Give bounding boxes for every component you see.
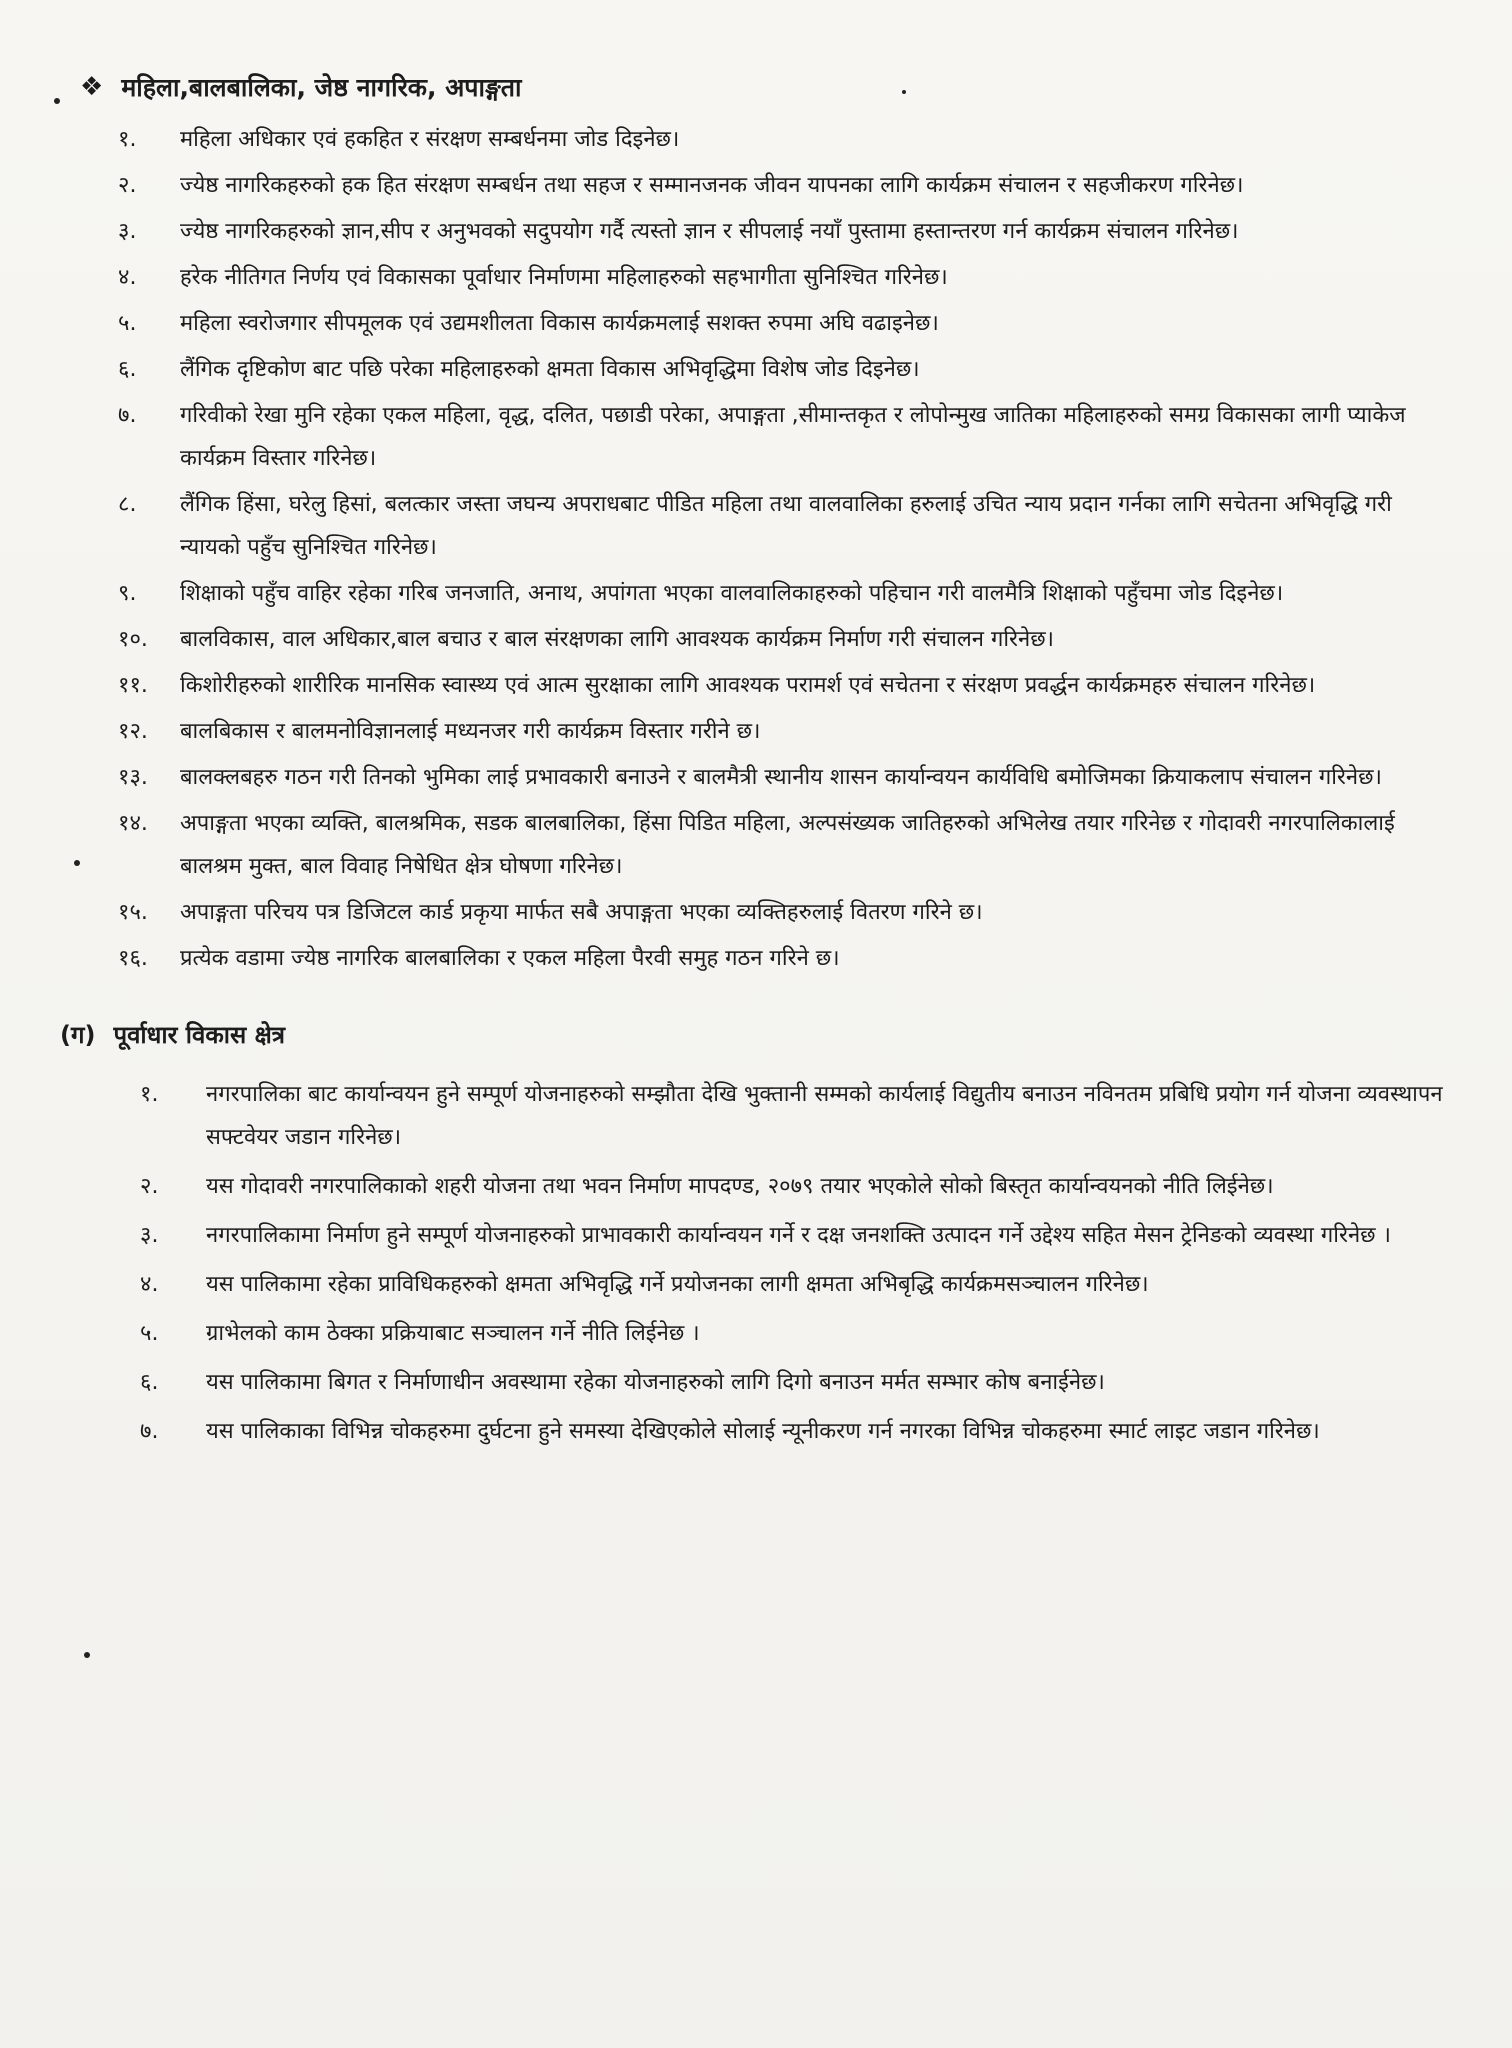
item-text: शिक्षाको पहुँच वाहिर रहेका गरिब जनजाति, अनाथ, अपांगता भएका वालवालिकाहरुको पहिचान गरी वालमैत्रि शिक्षाको पहुँचमा जोड दिइनेछ।: [180, 581, 1284, 606]
list-item: [60, 618, 1452, 661]
item-number: ४.: [140, 1272, 159, 1297]
item-number: १४.: [118, 811, 148, 836]
list-item: [60, 210, 1452, 253]
list-item: [60, 756, 1452, 799]
list-item: [60, 1312, 1452, 1355]
item-number: ३.: [140, 1223, 159, 1248]
list-item: [60, 483, 1452, 569]
item-text: लैंगिक हिंसा, घरेलु हिसां, बलत्कार जस्ता जघन्य अपराधबाट पीडित महिला तथा वालवालिका हरुलाई उचित न्याय प्रदान गर्नका लागि सचेतना अभिवृद्धि गरी न्यायको पहुँच सुनिश्चित गरिनेछ।: [180, 492, 1392, 560]
item-number: २.: [140, 1174, 159, 1199]
stray-dot: [74, 860, 80, 866]
item-text: महिला अधिकार एवं हकहित र संरक्षण सम्बर्धनमा जोड दिइनेछ।: [180, 127, 680, 152]
list-item: [60, 1410, 1452, 1453]
diamond-bullet-icon: ❖: [80, 72, 104, 102]
item-text: प्रत्येक वडामा ज्येष्ठ नागरिक बालबालिका र एकल महिला पैरवी समुह गठन गरिने छ।: [180, 946, 840, 971]
item-text: ज्येष्ठ नागरिकहरुको हक हित संरक्षण सम्बर्धन तथा सहज र सम्मानजनक जीवन यापनका लागि कार्यक्रम संचालन र सहजीकरण गरिनेछ।: [180, 173, 1244, 198]
list-item: [60, 710, 1452, 753]
section-a-heading: [60, 70, 1452, 104]
section-a-list: [60, 118, 1452, 980]
list-item: [60, 302, 1452, 345]
list-item: [60, 1214, 1452, 1257]
item-number: ८.: [118, 492, 137, 517]
section-a-title: महिला,बालबालिका, जेष्ठ नागरिक, अपाङ्गता: [121, 73, 522, 102]
stray-dot: [84, 1652, 90, 1658]
item-text: यस पालिकामा बिगत र निर्माणाधीन अवस्थामा रहेका योजनाहरुको लागि दिगो बनाउन मर्मत सम्भार कोष बनाईनेछ।: [206, 1370, 1105, 1395]
item-text: ग्राभेलको काम ठेक्का प्रक्रियाबाट सञ्चालन गर्ने नीति लिईनेछ ।: [206, 1321, 700, 1346]
section-b-marker: (ग): [60, 1021, 96, 1049]
section-b-title: पूर्वाधार विकास क्षेत्र: [113, 1021, 286, 1049]
item-text: यस पालिकामा रहेका प्राविधिकहरुको क्षमता अभिवृद्धि गर्ने प्रयोजनका लागी क्षमता अभिबृद्धि कार्यक्रमसञ्चालन गरिनेछ।: [206, 1272, 1149, 1297]
list-item: [60, 1165, 1452, 1208]
item-text: नगरपालिका बाट कार्यान्वयन हुने सम्पूर्ण योजनाहरुको सम्झौता देखि भुक्तानी सम्मको कार्यलाई विद्युतीय बनाउन नविनतम प्रबिधि प्रयोग गर्न योजना व्यवस्थापन सफ्टवेयर जडान गरिनेछ।: [206, 1082, 1443, 1150]
list-item: [60, 664, 1452, 707]
item-text: अपाङ्गता परिचय पत्र डिजिटल कार्ड प्रकृया मार्फत सबै अपाङ्गता भएका व्यक्तिहरुलाई वितरण गरिने छ।: [180, 900, 983, 925]
item-text: बालविकास, वाल अधिकार,बाल बचाउ र बाल संरक्षणका लागि आवश्यक कार्यक्रम निर्माण गरी संचालन गरिनेछ।: [180, 627, 1055, 652]
section-b-heading: [60, 1018, 1452, 1051]
list-item: [60, 572, 1452, 615]
item-text: अपाङ्गता भएका व्यक्ति, बालश्रमिक, सडक बालबालिका, हिंसा पिडित महिला, अल्पसंख्यक जातिहरुको अभिलेख तयार गरिनेछ र गोदावरी नगरपालिकालाई बालश्रम मुक्त, बाल विवाह निषेधित क्षेत्र घोषणा गरिनेछ।: [180, 811, 1395, 879]
item-number: ६.: [118, 357, 137, 382]
item-text: महिला स्वरोजगार सीपमूलक एवं उद्यमशीलता विकास कार्यक्रमलाई सशक्त रुपमा अघि वढाइनेछ।: [180, 311, 939, 336]
item-number: ५.: [140, 1321, 159, 1346]
list-item: [60, 118, 1452, 161]
item-number: ७.: [140, 1419, 159, 1444]
item-number: १२.: [118, 719, 148, 744]
item-number: ११.: [118, 673, 148, 698]
list-item: [60, 802, 1452, 888]
list-item: [60, 164, 1452, 207]
item-text: हरेक नीतिगत निर्णय एवं विकासका पूर्वाधार निर्माणमा महिलाहरुको सहभागीता सुनिश्चित गरिनेछ।: [180, 265, 948, 290]
item-text: किशोरीहरुको शारीरिक मानसिक स्वास्थ्य एवं आत्म सुरक्षाका लागि आवश्यक परामर्श एवं सचेतना र संरक्षण प्रवर्द्धन कार्यक्रमहरु संचालन गरिनेछ।: [180, 673, 1316, 698]
list-item: [60, 1263, 1452, 1306]
list-item: [60, 937, 1452, 980]
stray-dot: [902, 90, 906, 94]
item-number: ६.: [140, 1370, 159, 1395]
list-item: [60, 348, 1452, 391]
section-b-list: [60, 1073, 1452, 1453]
item-text: लैंगिक दृष्टिकोण बाट पछि परेका महिलाहरुको क्षमता विकास अभिवृद्धिमा विशेष जोड दिइनेछ।: [180, 357, 920, 382]
list-item: [60, 1361, 1452, 1404]
item-number: १०.: [118, 627, 148, 652]
item-number: ३.: [118, 219, 137, 244]
item-text: ज्येष्ठ नागरिकहरुको ज्ञान,सीप र अनुभवको सदुपयोग गर्दै त्यस्तो ज्ञान र सीपलाई नयाँ पुस्तामा हस्तान्तरण गर्न कार्यक्रम संचालन गरिनेछ।: [180, 219, 1239, 244]
item-number: १५.: [118, 900, 148, 925]
item-number: १३.: [118, 765, 148, 790]
item-text: यस पालिकाका विभिन्न चोकहरुमा दुर्घटना हुने समस्या देखिएकोले सोलाई न्यूनीकरण गर्न नगरका विभिन्न चोकहरुमा स्मार्ट लाइट जडान गरिनेछ।: [206, 1419, 1320, 1444]
list-item: [60, 394, 1452, 480]
item-number: १६.: [118, 946, 148, 971]
item-text: बालबिकास र बालमनोविज्ञानलाई मध्यनजर गरी कार्यक्रम विस्तार गरीने छ।: [180, 719, 761, 744]
stray-dot: [54, 98, 60, 104]
item-number: २.: [118, 173, 137, 198]
list-item: [60, 891, 1452, 934]
item-text: बालक्लबहरु गठन गरी तिनको भुमिका लाई प्रभावकारी बनाउने र बालमैत्री स्थानीय शासन कार्यान्वयन कार्यविधि बमोजिमका क्रियाकलाप संचालन गरिनेछ।: [180, 765, 1382, 790]
list-item: [60, 256, 1452, 299]
item-number: ५.: [118, 311, 137, 336]
item-number: १.: [140, 1082, 159, 1107]
item-text: यस गोदावरी नगरपालिकाको शहरी योजना तथा भवन निर्माण मापदण्ड, २०७९ तयार भएकोले सोको बिस्तृत कार्यान्वयनको नीति लिईनेछ।: [206, 1174, 1274, 1199]
item-number: १.: [118, 127, 137, 152]
list-item: [60, 1073, 1452, 1159]
item-text: नगरपालिकामा निर्माण हुने सम्पूर्ण योजनाहरुको प्राभावकारी कार्यान्वयन गर्ने र दक्ष जनशक्ति उत्पादन गर्ने उद्देश्य सहित मेसन ट्रेनिङको व्यवस्था गरिनेछ ।: [206, 1223, 1391, 1248]
item-text: गरिवीको रेखा मुनि रहेका एकल महिला, वृद्ध, दलित, पछाडी परेका, अपाङ्गता ,सीमान्तकृत र लोपोन्मुख जातिका महिलाहरुको समग्र विकासका लागी प्याकेज कार्यक्रम विस्तार गरिनेछ।: [180, 403, 1406, 471]
item-number: ९.: [118, 581, 137, 606]
item-number: ७.: [118, 403, 137, 428]
item-number: ४.: [118, 265, 137, 290]
